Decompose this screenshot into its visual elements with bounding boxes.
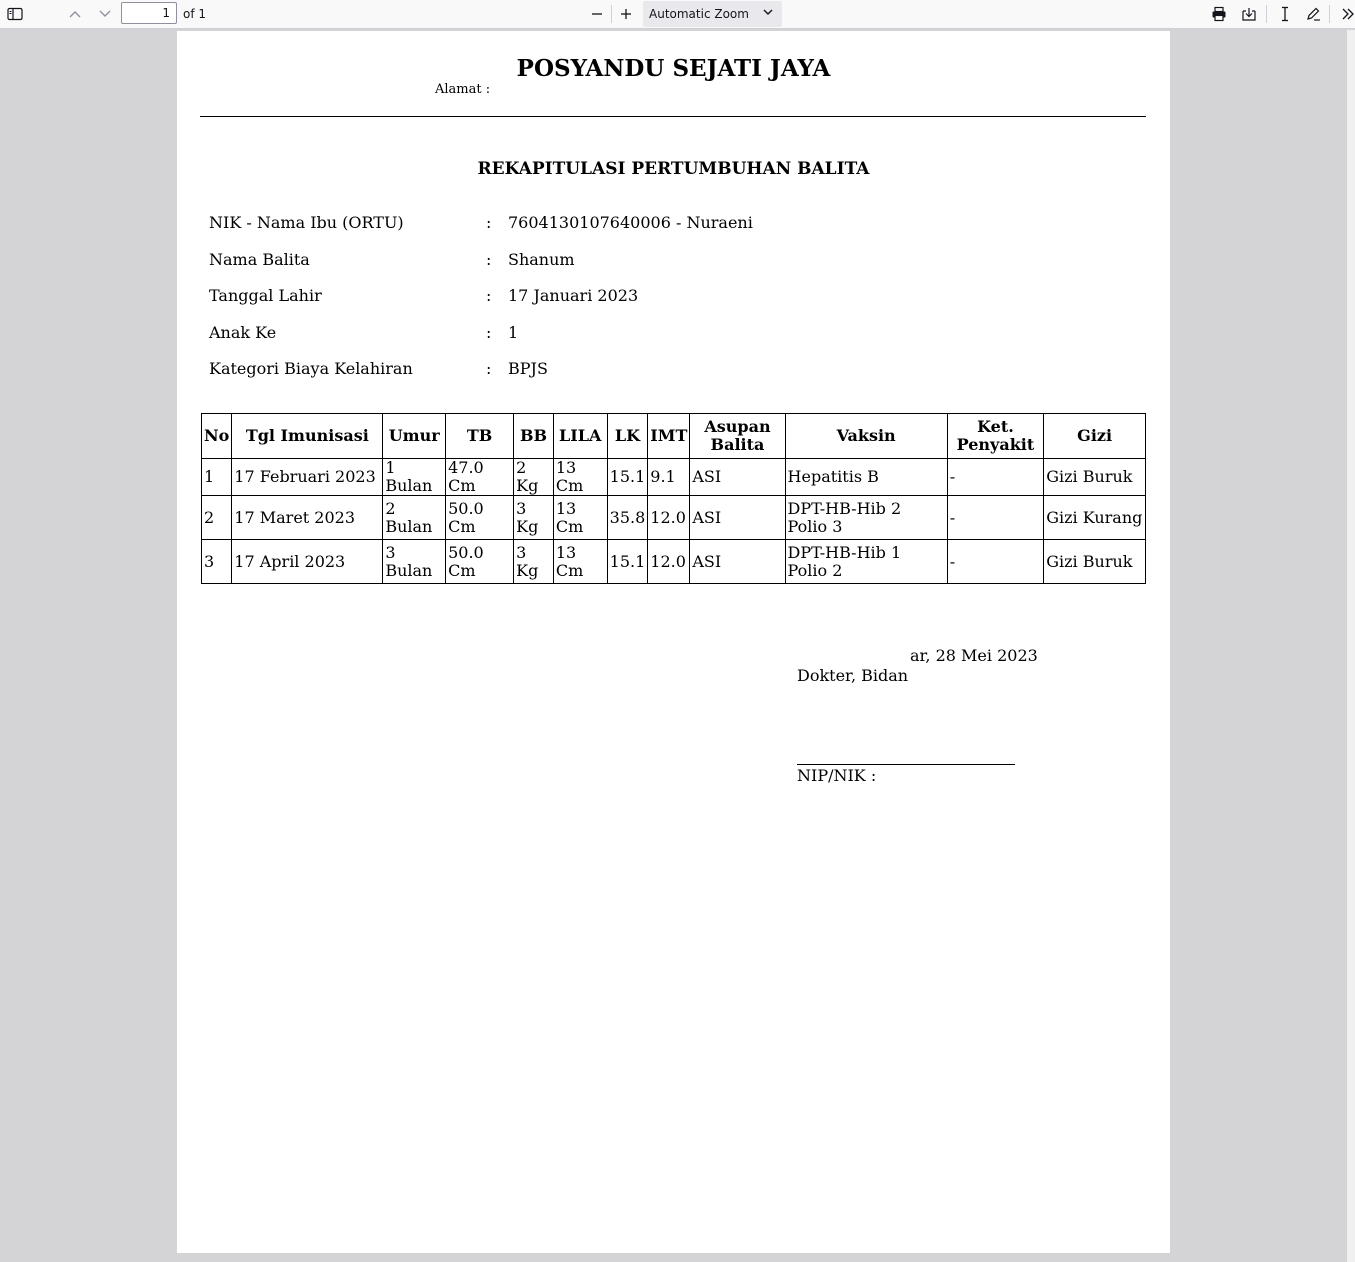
info-value: BPJS [508,359,548,378]
table-cell: 50.0 Cm [446,496,514,540]
table-cell: 3 Bulan [383,540,446,584]
table-cell: 2 Kg [514,459,554,496]
signature-role: Dokter, Bidan [797,666,909,685]
table-cell: ASI [690,496,785,540]
column-header: Asupan Balita [690,414,785,459]
draw-pencil-icon[interactable] [1301,2,1325,26]
column-header: Vaksin [785,414,947,459]
document-title: POSYANDU SEJATI JAYA [516,55,831,82]
column-header: LILA [553,414,607,459]
column-header: Umur [383,414,446,459]
table-cell: - [947,459,1044,496]
info-label: Anak Ke [209,323,277,342]
table-header-row [202,414,1146,459]
table-cell: 1 [202,459,232,496]
info-colon: : [486,250,492,269]
info-value: 7604130107640006 - Nuraeni [508,213,753,232]
table-cell: - [947,496,1044,540]
table-cell: 15.1 [607,540,648,584]
table-cell: 47.0 Cm [446,459,514,496]
vertical-scrollbar[interactable] [1347,30,1355,1262]
info-label: Kategori Biaya Kelahiran [209,359,413,378]
address-label: Alamat : [435,82,491,97]
table-cell: DPT-HB-Hib 2 Polio 3 [785,496,947,540]
table-cell: 13 Cm [553,496,607,540]
info-value: 1 [508,323,519,342]
zoom-select-value: Automatic Zoom [649,7,749,21]
column-header: No [202,414,232,459]
next-page-icon[interactable] [93,2,117,26]
column-header: Tgl Imunisasi [232,414,383,459]
zoom-select[interactable] [643,1,782,27]
signature-line [797,764,1015,765]
chevron-down-icon [762,6,774,21]
info-value: Shanum [508,250,575,269]
header-divider [200,116,1146,117]
zoom-out-icon[interactable] [585,2,609,26]
save-icon[interactable] [1237,2,1261,26]
table-cell: 3 Kg [514,540,554,584]
table-cell: 2 Bulan [383,496,446,540]
table-cell: ASI [690,540,785,584]
table-cell: 17 April 2023 [232,540,383,584]
column-header: BB [514,414,554,459]
signature-date [797,646,1038,665]
table-cell: 50.0 Cm [446,540,514,584]
more-tools-icon[interactable] [1336,2,1355,26]
pdf-page [177,31,1170,1253]
print-icon[interactable] [1207,2,1231,26]
signature-date-text: ar, 28 Mei 2023 [910,646,1038,665]
column-header: IMT [648,414,690,459]
table-cell: 15.1 [607,459,648,496]
table-row [202,496,1146,540]
table-cell: Gizi Buruk [1044,540,1146,584]
document-subtitle: REKAPITULASI PERTUMBUHAN BALITA [477,159,870,179]
table-cell: 17 Maret 2023 [232,496,383,540]
growth-table [201,413,1146,584]
info-colon: : [486,323,492,342]
table-cell: 13 Cm [553,459,607,496]
text-cursor-icon[interactable] [1273,2,1297,26]
info-label: Nama Balita [209,250,310,269]
sidebar-toggle-icon[interactable] [3,2,27,26]
pdf-toolbar [0,0,1355,29]
column-header: Gizi [1044,414,1146,459]
info-colon: : [486,359,492,378]
table-cell: 35.8 [607,496,648,540]
table-cell: 9.1 [648,459,690,496]
table-cell: 13 Cm [553,540,607,584]
signature-nip: NIP/NIK : [797,766,877,785]
table-cell: 2 [202,496,232,540]
table-cell: 12.0 [648,540,690,584]
previous-page-icon[interactable] [63,2,87,26]
table-row [202,540,1146,584]
info-colon: : [486,286,492,305]
column-header: LK [607,414,648,459]
page-count-label: of 1 [183,7,207,21]
info-colon: : [486,213,492,232]
table-cell: Hepatitis B [785,459,947,496]
info-label: Tanggal Lahir [209,286,322,305]
table-cell: 12.0 [648,496,690,540]
table-cell: 3 [202,540,232,584]
table-cell: Gizi Kurang [1044,496,1146,540]
table-cell: DPT-HB-Hib 1 Polio 2 [785,540,947,584]
info-value: 17 Januari 2023 [508,286,639,305]
zoom-in-icon[interactable] [614,2,638,26]
table-cell: 1 Bulan [383,459,446,496]
table-cell: 17 Februari 2023 [232,459,383,496]
table-cell: - [947,540,1044,584]
table-cell: 3 Kg [514,496,554,540]
page-number-input[interactable] [121,2,177,24]
column-header: Ket. Penyakit [947,414,1044,459]
info-label: NIK - Nama Ibu (ORTU) [209,213,404,232]
column-header: TB [446,414,514,459]
table-row [202,459,1146,496]
table-cell: ASI [690,459,785,496]
table-cell: Gizi Buruk [1044,459,1146,496]
